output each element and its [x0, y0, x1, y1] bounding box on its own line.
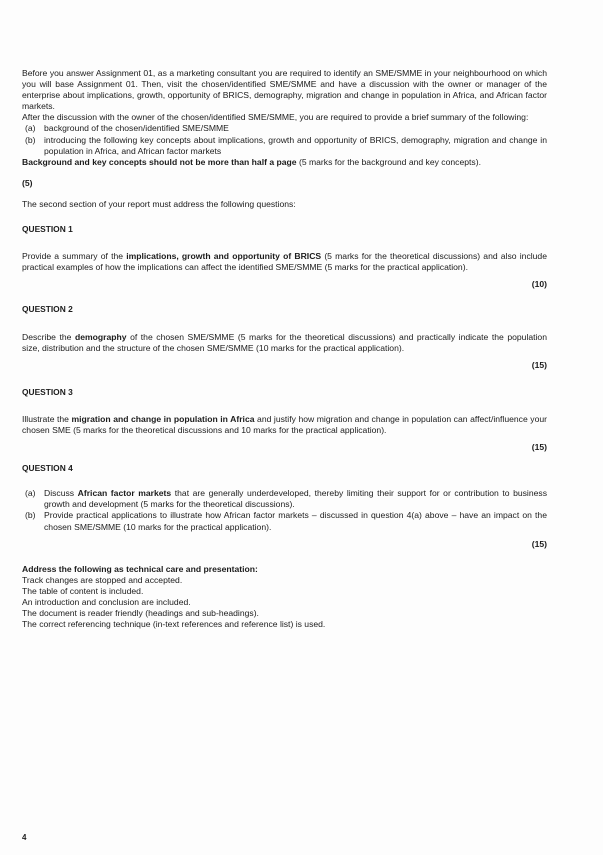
list-label: (a) — [25, 123, 36, 134]
body-text: Discuss — [44, 488, 78, 499]
list-item — [22, 488, 547, 510]
question-marks: (15) — [531, 442, 547, 453]
length-note-rest: (5 marks for the background and key concepts). — [296, 156, 481, 167]
list-text — [44, 488, 547, 510]
list-text: background of the chosen/identified SME/SMME — [44, 123, 229, 134]
list-label: (b) — [25, 134, 36, 145]
list-text: Provide practical applications to illustrate how African factor markets – discussed in question 4(a) above – have an impact on the chosen SME/SMME (10 marks for the practical application). — [44, 510, 547, 532]
body-bold: demography — [74, 331, 127, 342]
body-text: and justify how migration and change in population can affect/influence your chosen SME (5 marks for the theoretical discussions and 10 marks for the practical application). — [22, 413, 547, 435]
body-bold: migration and change in population in Africa — [71, 413, 255, 424]
question-body — [22, 332, 547, 354]
section-intro: The second section of your report must address the following questions: — [22, 198, 296, 209]
list-label: (a) — [25, 488, 36, 499]
body-text: Illustrate the — [22, 413, 72, 424]
question-marks: (15) — [531, 538, 547, 549]
question-3 — [22, 387, 547, 453]
technical-line: An introduction and conclusion are included. — [22, 597, 191, 607]
question-marks: (15) — [531, 359, 547, 370]
list-item — [22, 510, 547, 532]
intro-marks: (5) — [22, 177, 33, 188]
list-item — [22, 123, 547, 134]
question-heading: QUESTION 3 — [22, 386, 73, 397]
question-1 — [22, 224, 547, 290]
technical-line: Track changes are stopped and accepted. — [22, 574, 183, 585]
body-text: of the chosen SME/SMME (5 marks for the theoretical discussions) and practically indicate the population size, distribution and the structure of the chosen SME/SMME (10 marks for the practical application). — [22, 331, 547, 353]
summary-list — [22, 123, 547, 156]
list-item — [22, 135, 547, 157]
page-content — [22, 68, 547, 630]
question-heading: QUESTION 1 — [22, 224, 73, 235]
page-number: 4 — [22, 833, 27, 842]
question-marks: (10) — [531, 279, 547, 290]
technical-line: The table of content is included. — [22, 585, 144, 596]
question-4 — [22, 463, 547, 550]
body-text: Provide a summary of the — [22, 251, 127, 262]
question-body — [22, 251, 547, 273]
body-text: Describe the — [22, 331, 75, 342]
technical-section — [22, 564, 547, 631]
question-body — [22, 414, 547, 436]
body-bold: implications, growth and opportunity of BRICS — [126, 251, 322, 262]
intro-instruction: After the discussion with the owner of the chosen/identified SME/SMME, you are required to provide a brief summary of the following: — [22, 112, 529, 123]
body-bold: African factor markets — [77, 488, 172, 499]
technical-line: The correct referencing technique (in-text references and reference list) is used. — [22, 619, 326, 630]
technical-line: The document is reader friendly (headings and sub-headings). — [22, 608, 259, 619]
length-note — [22, 157, 547, 168]
question-2 — [22, 304, 547, 370]
question-heading: QUESTION 2 — [22, 304, 73, 315]
length-note-bold: Background and key concepts should not be more than half a page — [22, 156, 297, 167]
body-text: that are generally underdeveloped, thereby limiting their support for or contribution to business growth and development (5 marks for the theoretical discussions). — [44, 488, 547, 510]
body-text: (5 marks for the theoretical discussions) and also include practical examples of how the implications can affect the identified SME/SMME (5 marks for the practical application). — [22, 251, 547, 273]
question-heading: QUESTION 4 — [22, 463, 73, 474]
intro-paragraph: Before you answer Assignment 01, as a marketing consultant you are required to identify an SME/SMME in your neighbourhood on which you will base Assignment 01. Then, visit the chosen/identified SME/SMME and have a discussion with the owner or manager of the enterprise about implications, growth, opportunity of BRICS, demography, migration and change in population in Africa, and African factor markets. — [22, 68, 547, 112]
question-4-list — [22, 488, 547, 532]
intro-section — [22, 68, 547, 189]
list-label: (b) — [25, 510, 36, 521]
list-text: introducing the following key concepts about implications, growth and opportunity of BRICS, demography, migration and change in population in Africa, and African factor markets — [44, 134, 547, 156]
technical-heading: Address the following as technical care and presentation: — [22, 563, 258, 574]
